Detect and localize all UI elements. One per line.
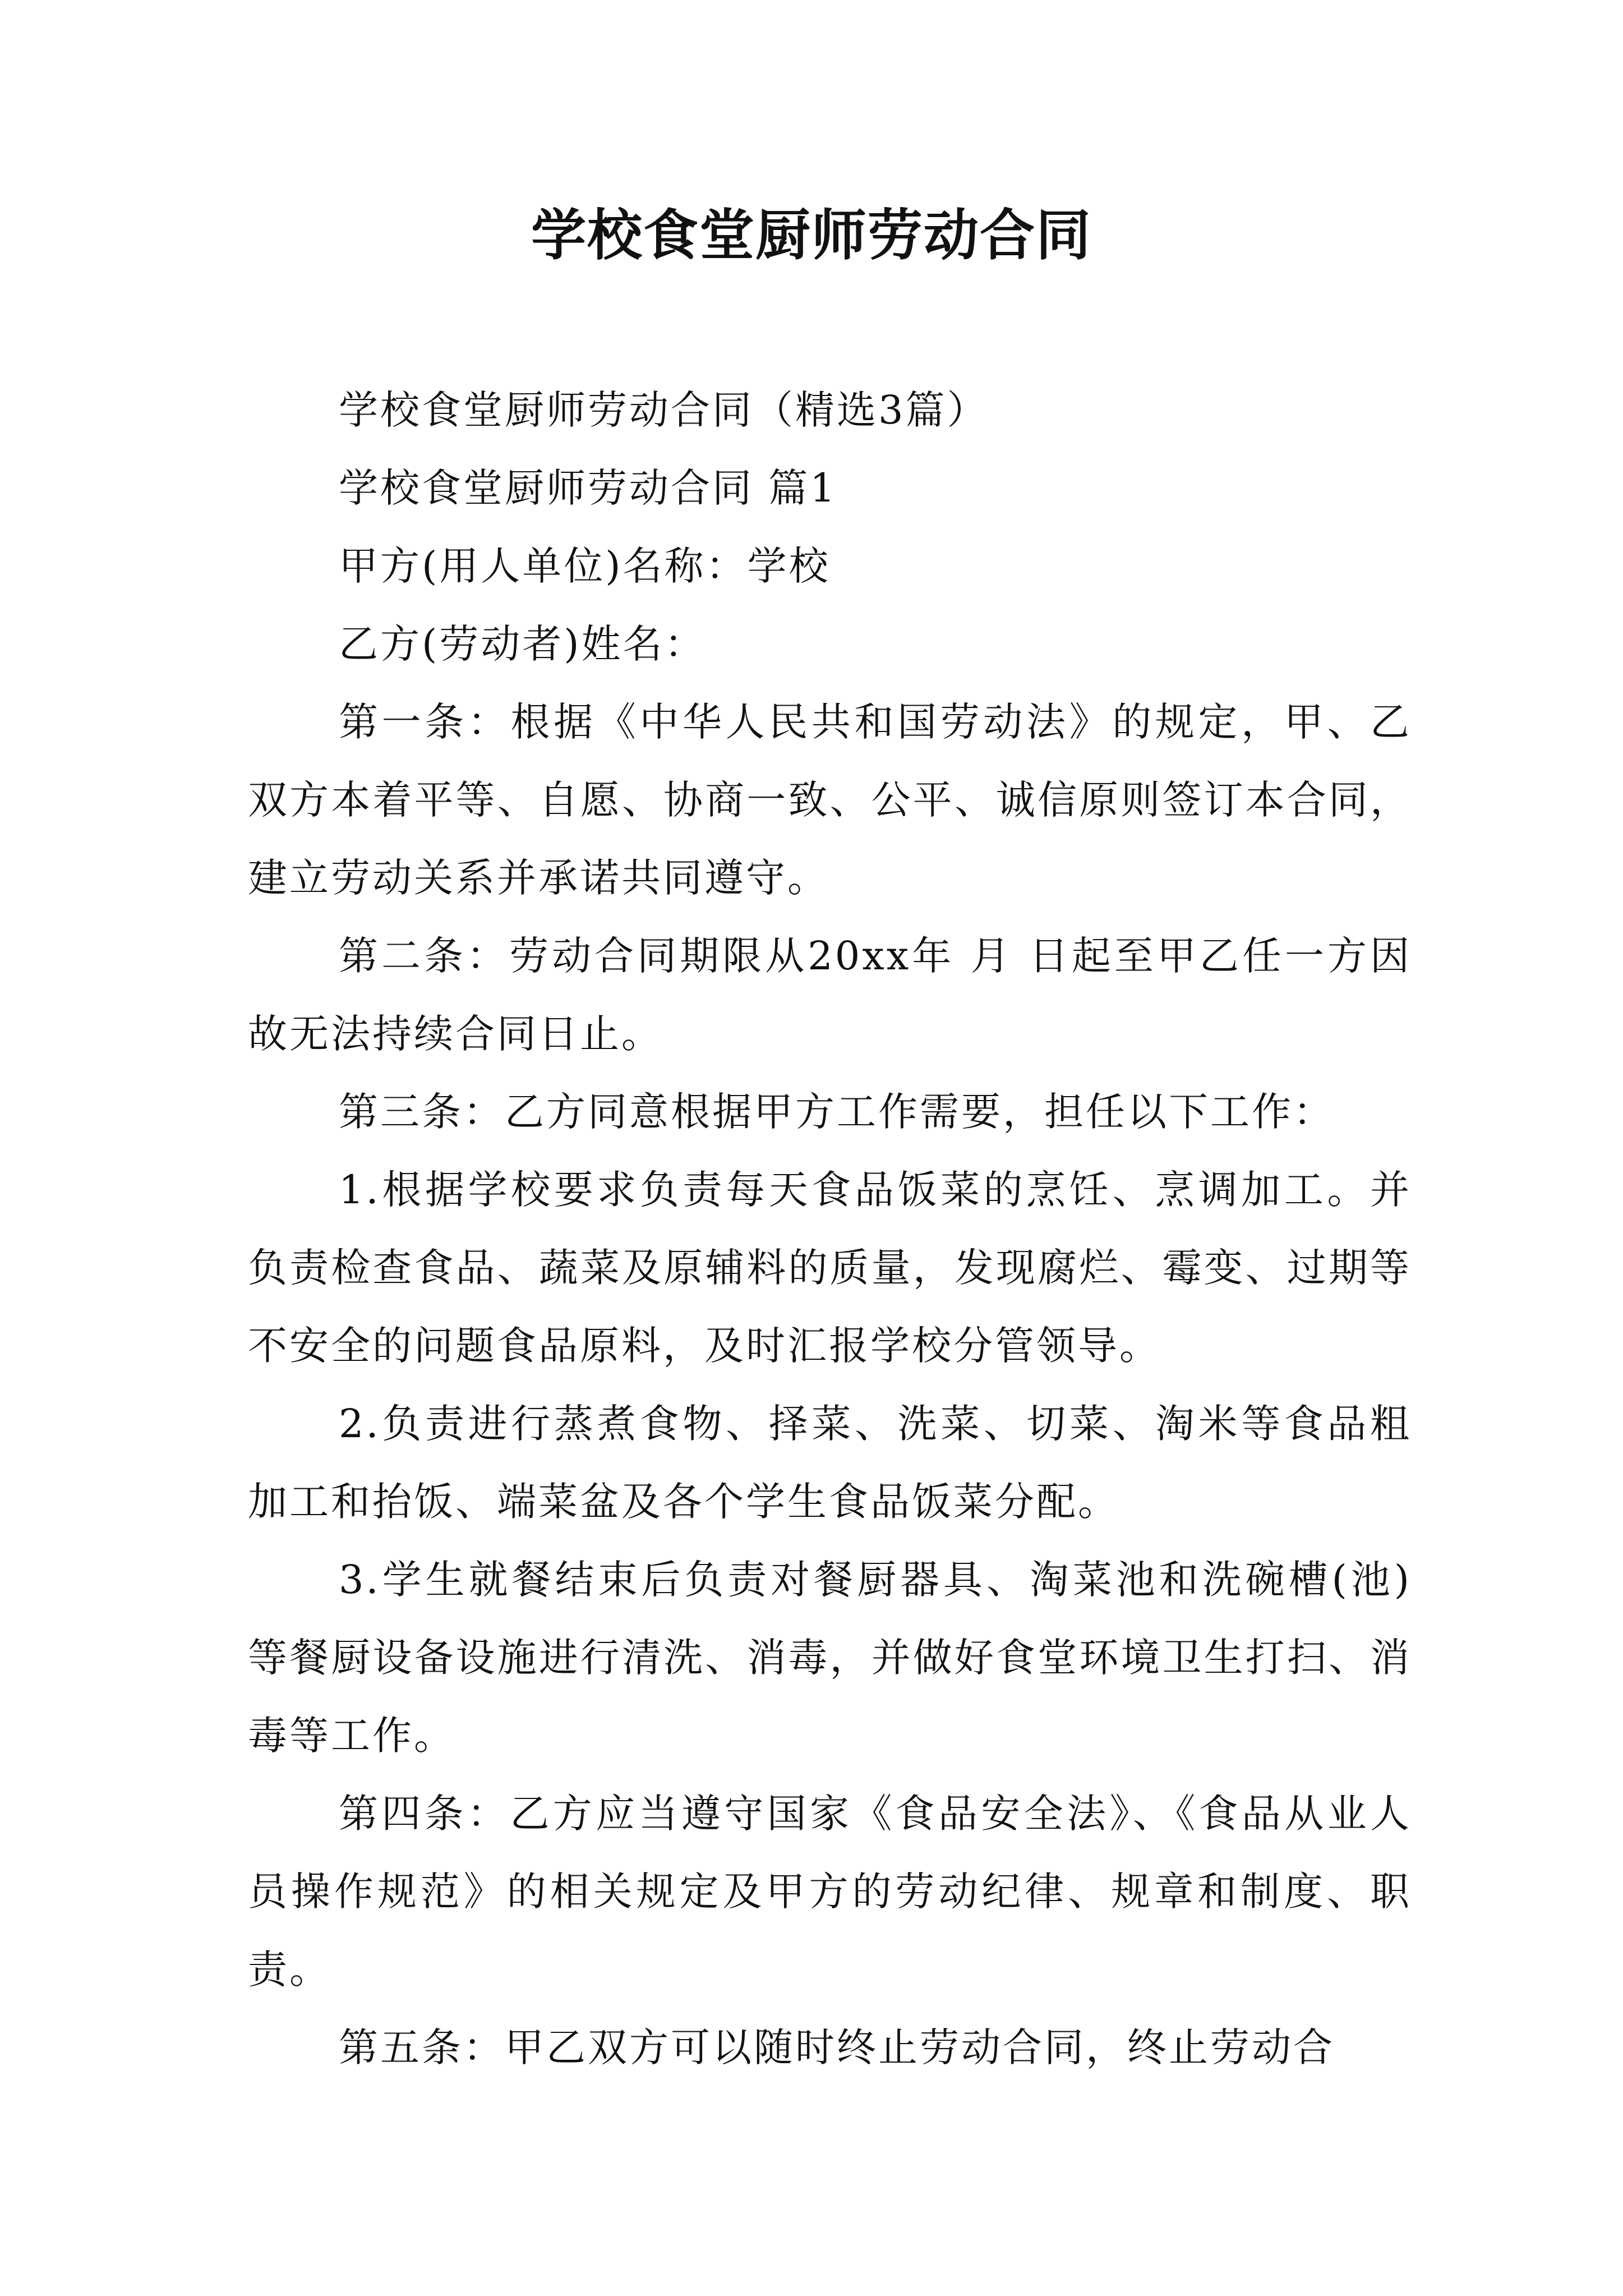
subtitle-paragraph: 学校食堂厨师劳动合同（精选3篇） [339, 387, 989, 433]
article-5: 第五条：甲乙双方可以随时终止劳动合同，终止劳动合 [339, 2024, 1335, 2070]
article-3: 第三条：乙方同意根据甲方工作需要，担任以下工作： [339, 1089, 1335, 1135]
article-2: 第二条：劳动合同期限从20xx年 月 日起至甲乙任一方因故无法持续合同日止。 [248, 933, 1412, 1057]
section-heading: 学校食堂厨师劳动合同 篇1 [339, 465, 837, 511]
article-3-item-3: 3.学生就餐结束后负责对餐厨器具、淘菜池和洗碗槽(池)等餐厨设备设施进行清洗、消毒，并做好食堂环境卫生打扫、消毒等工作。 [248, 1557, 1412, 1759]
article-4: 第四条：乙方应当遵守国家《食品安全法》、《食品从业人员操作规范》的相关规定及甲方的劳动纪律、规章和制度、职责。 [248, 1791, 1412, 1993]
article-3-item-2: 2.负责进行蒸煮食物、择菜、洗菜、切菜、淘米等食品粗加工和抬饭、端菜盆及各个学生食品饭菜分配。 [248, 1401, 1412, 1525]
party-a-line: 甲方(用人单位)名称：学校 [339, 543, 831, 589]
article-3-item-1: 1.根据学校要求负责每天食品饭菜的烹饪、烹调加工。并负责检查食品、蔬菜及原辅料的质量，发现腐烂、霉变、过期等不安全的问题食品原料，及时汇报学校分管领导。 [248, 1167, 1412, 1369]
document-title: 学校食堂厨师劳动合同 [531, 204, 1092, 268]
party-b-line: 乙方(劳动者)姓名： [339, 621, 706, 667]
article-1: 第一条：根据《中华人民共和国劳动法》的规定，甲、乙双方本着平等、自愿、协商一致、公平、诚信原则签订本合同，建立劳动关系并承诺共同遵守。 [248, 699, 1412, 901]
document-body [248, 371, 1412, 2087]
